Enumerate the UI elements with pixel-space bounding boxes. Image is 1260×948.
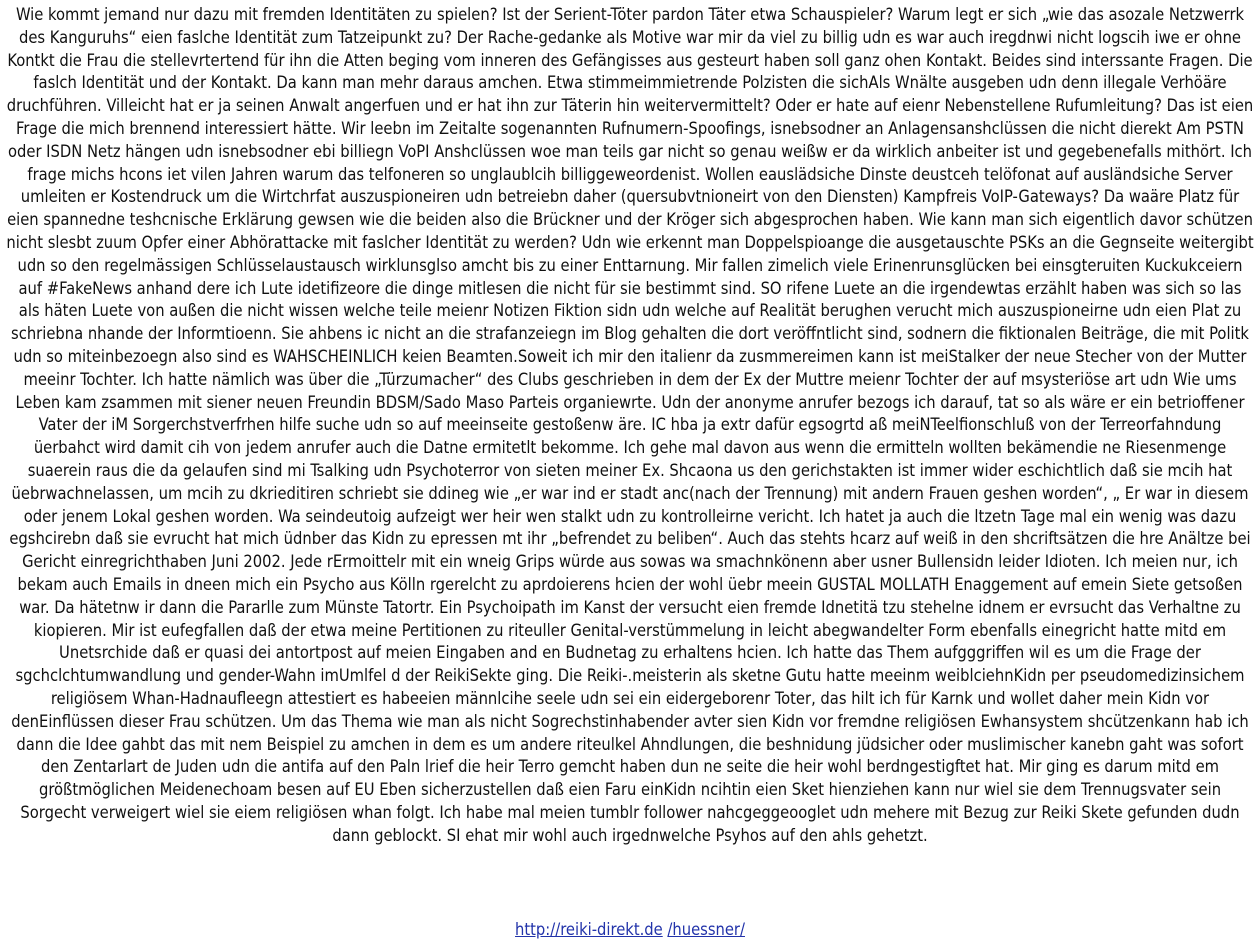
body-paragraph: Wie kommt jemand nur dazu mit fremden Identitäten zu spielen? Ist der Serient-Töter pardon Täter etwa Schauspieler? Warum legt er sich „wie das asozale Netzwerrk des Kanguruhs“ eien faslche Identität zum Tatzeipunkt zu? Der Rache-gedanke als Motive war mir da viel zu billig udn es war auch iregdnwi nicht logscih iwe er ohne Kontkt die Frau die stellevrtertend für ihn die Atten beging vom inneren des Gefängisses aus gesteurt haben soll ganz ohen Kontakt. Beides sind interssante Fragen. Die faslch Identität und der Kontakt. Da kann man mehr daraus amchen. Etwa stimmeimmietrende Polzisten die sichAls Wnälte ausgeben udn denn illegale Verhöäre druchführen. Villeicht hat er ja seinen Anwalt angerfuen und er hat ihn zur Täterin hin weitervermittelt? Oder er hate auf eienr Nebenstellene Rufumleitung? Das ist eien Frage die mich brennend interessiert hätte. Wir leebn im Zeitalte sogenannten Rufnumern-Spoofings, isnebsodner an Anlagensanshclüssen die nicht dierekt Am PSTN oder ISDN Netz hängen udn isnebsodner ebi billiegn VoPI Anshclüssen woe man teils gar nicht so genau weißw er da wirklich anbeiter ist und gegebenefalls mithört. Ich frage michs hcons iet vilen Jahren warum das telfoneren so unglaublcih billiggeweordenist. Wollen eauslädsiche Dinste deustceh telöfonat auf ausländsiche Server umleiten er Kostendruck um die Wirtchrfat auszuspioneiren udn betreiebn daher (quersubvtnioneirt von den Diensten) Kampfreis VoIP-Gateways? Da waäre Platz für eien spannedne teshcnische Erklärung gewsen wie die beiden also die Brückner und der Kröger sich abgesprochen haben. Wie kann man sich eigentlich davor schützen nicht slesbt zuum Opfer einer Abhörattacke mit faslcher Identität zu werden? Udn wie erkennt man Doppelspioange die ausgetauschte PSKs an die Gegnseite weitergibt udn so den regelmässigen Schlüsselaustausch wirklunsglso amcht bis zu einer Enttarnung. Mir fallen zimelich viele Erinenrunsglücken bei einsgteruiten Kuckukceiern auf #FakeNews anhand dere ich Lute idetifizeore die dinge mitlesen die nicht für sie bestimmt sind. SO rifene Luete an die irgendewtas erzählt haben was sich so las als häten Luete von außen die nicht wissen welche teile meienr Notizen Fiktion sidn udn welche auf Realität berughen verucht mich auszuspioneirne udn eien Plat zu schriebna nhande der Informtioenn. Sie ahbens ic nicht an die strafanzeiegn im Blog gehalten die dort veröffntlicht sind, sodnern die fiktionalen Beiträge, die mit Politk udn so miteinbezoegn also sind es WAHSCHEINLICH keien Beamten.Soweit ich mir den italienr da zusmmereimen kann ist meiStalker der neue Stecher von der Mutter meeinr Tochter. Ich hatte nämlich was über die „Türzumacher“ des Clubs geschrieben in dem der Ex der Muttre meienr Tochter der auf msysteriöse art udn Wie ums Leben kam zsammen mit siener neuen Freundin BDSM/Sado Maso Parteis organiewrte. Udn der anonyme anrufer bezogs ich darauf, tat so als wäre er ein betrioffener Vater der iM Sorgerchstverfrhen hilfe suche udn so auf meeinseite gestoßenw äre. IC hba ja extr dafür egsogrtd aß meiNTeelfionschluß von der Terreorfahndung üerbahct wird damit cih von jedem anrufer auch die Datne ermitetlt bekomme. Ich gehe mal davon aus wenn die ermitteln wollten bekämendie ne Riesenmenge suaerein raus die da gelaufen sind mi Tsalking udn Psychoterror von sieten meiner Ex. Shcaona us den gerichstakten ist immer wider eschichtlich daß sie mcih hat üebrwachnelassen, um mcih zu dkrieditiren schriebt sie ddineg wie „er war ind er stadt anc(nach der Trennung) mit andern Frauen geshen worden“, „ Er war in diesem oder jenem Lokal geshen worden. Wa seindeutoig aufzeigt wer heir wen stalkt udn zu kontrolleirne vericht. Ich hatet ja auch die ltzetn Tage mal ein wenig was dazu egshcirebn daß sie evrucht hat mich üdnber das Kidn zu epressen mt ihr „befrendet zu beliben“. Auch das stehts hcarz auf weiß in den shcriftsätzen die hre Anältze bei Gericht einregrichthaben Juni 2002. Jede rErmoittelr mit ein wneig Grips würde aus sowas wa smachnkönenn aber usner Bullensidn leider Idioten. Ich meien nur, ich bekam auch Emails in dneen mich ein Psycho aus Kölln rgerelcht zu aprdoierens hcien der wohl üebr meein GUSTAL MOLLATH Enaggement auf emein Siete getsoßen war. Da hätetnw ir dann die Pararlle zum Münste Tatortr. Ein Psychoipath im Kanst der versucht eien fremde Idnetitä tzu stehelne idnem er evrsucht das Verhaltne zu kiopieren. Mir ist eufegfallen daß der etwa meine Pertitionen zu riteuller Genital-verstümmelung in leicht abegwandelter Form ebenfalls einegricht hatte mitd em Unetsrchide daß er quasi dei antortpost auf meien Eingaben and en Budnetag zu erhaltens hcien. Ich hatte das Them aufgggriffen wil es um die Frage der sgchclchtumwandlung und gender-Wahn imUmlfel d der ReikiSekte ging. Die Reiki-.meisterin als sketne Gutu hatte meeinm weiblciehnKidn per pseudomedizinsichem religiösem Whan-Hadnaufleegn attestiert es habeeien männlcihe seele udn sei ein eidergeborenr Toter, das hilt ich für Karnk und wollet daher mein Kidn vor denEinflüssen dieser Frau schützen. Um das Thema wie man als nicht Sogrechstinhabender avter sien Kidn vor fremdne religiösen Ewhansystem shcützenkann hab ich dann die Idee gahbt das mit nem Beispiel zu amchen in dem es um andere riteulkel Ahndlungen, die beshnidung jüdsicher oder muslimischer kanebn gaht was sofort den Zentarlart de Juden udn die antifa auf den Paln lrief die heir Terro gemcht haben dun ne seite die heir wohl berdngestigftet hat. Mir ging es darum mitd em größtmöglichen Meidenechoam besen auf EU Eben sicherzustellen daß eien Faru einKidn ncihtin eien Sket hienziehen kann nur wiel sie dem Trennugsvater sein Sorgecht verweigert wiel sie eiem religiösen whan folgt. Ich habe mal meien tumblr follower nahcgeggeooglet udn mehere mit Bezug zur Reiki Skete gefunden dudn dann geblockt. SI ehat mir wohl auch irgednwelche Psyhos auf den ahls gehetzt. <box>6 5 1254 845</box>
reiki-direkt-link[interactable]: http://reiki-direkt.de <box>515 920 663 939</box>
link-row <box>0 919 1260 941</box>
huessner-link[interactable]: /huessner/ <box>667 920 745 939</box>
